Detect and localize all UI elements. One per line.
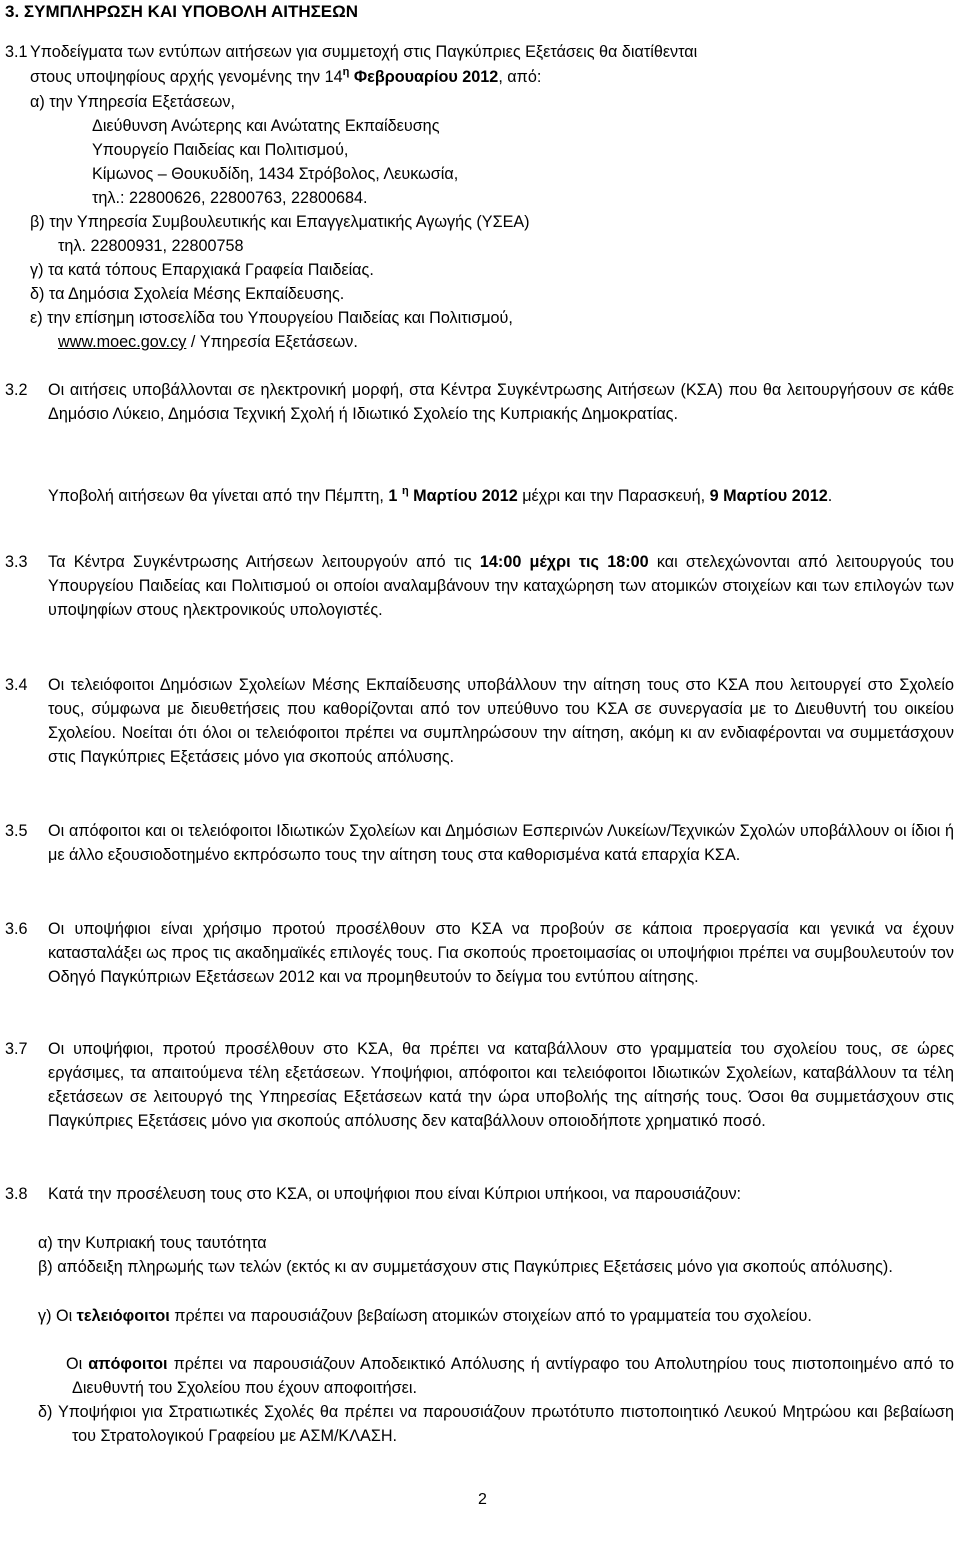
s35-text: Οι απόφοιτοι και οι τελειόφοιτοι Ιδιωτικών Σχολείων και Δημόσιων Εσπερινών Λυκείων/Τεχνικών Σχολών υποβάλλουν οι ίδιοι ή με άλλο εξουσιοδοτημένο εκπρόσωπο τους την αίτηση τους στα καθορισμένα κατά επαρχία ΚΣΑ.: [48, 822, 954, 864]
s38-a: α) την Κυπριακή τους ταυτότητα: [38, 1234, 267, 1252]
s32-sub-text3: .: [827, 487, 833, 505]
s31-number: 3.1: [5, 43, 28, 61]
s38-g-rest: πρέπει να παρουσιάζουν βεβαίωση ατομικών στοιχείων από το γραμματεία του σχολείου.: [169, 1307, 812, 1325]
s33-text1: Τα Κέντρα Συγκέντρωσης Αιτήσεων λειτουργούν από τις: [48, 553, 480, 571]
page-number: 2: [478, 1491, 487, 1508]
s38-g2-bold: απόφοιτοι: [88, 1355, 168, 1373]
s31-b-tel: τηλ. 22800931, 22800758: [58, 237, 244, 255]
s32-sub-text2: μέχρι και την Παρασκευή,: [517, 487, 706, 505]
s31-intro-line1: Υποδείγματα των εντύπων αιτήσεων για συμμετοχή στις Παγκύπριες Εξετάσεις θα διατίθενται: [30, 43, 698, 61]
s31-intro-date: Φεβρουαρίου 2012: [353, 68, 499, 86]
s31-a-addr3: Κίμωνος – Θουκυδίδη, 1434 Στρόβολος, Λευκωσία,: [92, 165, 459, 183]
s31-intro-sup: η: [342, 65, 350, 78]
s33-text: [48, 550, 954, 622]
s31-b: β) την Υπηρεσία Συμβουλευτικής και Επαγγελματικής Αγωγής (ΥΣΕΑ): [30, 213, 530, 231]
s34-text: Οι τελειόφοιτοι Δημόσιων Σχολείων Μέσης Εκπαίδευσης υποβάλλουν την αίτηση τους στο ΚΣΑ που λειτουργεί στο Σχολείο τους, σύμφωνα με διευθετήσεις που καθορίζονται από τον υπεύθυνο του ΚΣΑ σε συνεργασία με το Διευθυντή του οικείου Σχολείου. Νοείται ότι όλοι οι τελειόφοιτοι πρέπει να συμπληρώσουν την αίτηση, ακόμη κι αν ενδιαφέρονται να συμμετάσχουν στις Παγκύπριες Εξετάσεις μόνο για σκοπούς απόλυσης.: [48, 676, 954, 766]
s31-intro-text: στους υποψηφίους αρχής γενομένης την 14: [30, 68, 343, 86]
s37-number: 3.7: [5, 1040, 28, 1058]
s37-text: Οι υποψήφιοι, προτού προσέλθουν στο ΚΣΑ, θα πρέπει να καταβάλλουν στο γραμματεία του σχολείου τους, σε ώρες εργάσιμες, τα απαιτούμενα τέλη εξετάσεων. Υποψήφιοι, απόφοιτοι και τελειόφοιτοι Ιδιωτικών Σχολείων, καταβάλλουν τα τέλη εξετάσεων σε λειτουργό της Υπηρεσίας Εξετάσεων κατά την ώρα υποβολής της αίτησής τους. Όσοι θα συμμετάσχουν στις Παγκύπριες Εξετάσεις μόνο για σκοπούς απόλυσης δεν καταβάλλουν οποιοδήποτε χρηματικό ποσό.: [48, 1040, 954, 1130]
s36-text: Οι υποψήφιοι είναι χρήσιμο προτού προσέλθουν στο ΚΣΑ να προβούν σε κάποια προεργασία και γενικά να έχουν κατασταλάξει ως προς τις ακαδημαϊκές επιλογές τους. Για σκοπούς προετοιμασίας οι υποψήφιοι πρέπει να συμβουλευτούν τον Οδηγό Παγκύπριων Εξετάσεων 2012 και να προμηθευτούν το δείγμα του εντύπου αίτησης.: [48, 920, 954, 986]
s38-b: β) απόδειξη πληρωμής των τελών (εκτός κι αν συμμετάσχουν στις Παγκύπριες Εξετάσεις μόνο για σκοπούς απόλυσης).: [38, 1258, 893, 1276]
s38-g2-rest: πρέπει να παρουσιάζουν Αποδεικτικό Απόλυσης ή αντίγραφο του Απολυτηρίου τους πιστοποιημένο από το Διευθυντή του Σχολείου που έχουν αποφοιτήσει.: [72, 1355, 954, 1397]
s31-intro-tail: , από:: [498, 68, 542, 86]
s31-e: ε) την επίσημη ιστοσελίδα του Υπουργείου Παιδείας και Πολιτισμού,: [30, 309, 513, 327]
s38-number: 3.8: [5, 1185, 28, 1203]
s31-intro-line2: [30, 65, 541, 89]
s38-g2-pre: Οι: [66, 1355, 89, 1373]
s31-a-addr4: τηλ.: 22800626, 22800763, 22800684.: [92, 189, 368, 207]
s38-g-bold: τελειόφοιτοι: [76, 1307, 170, 1325]
s33-number: 3.3: [5, 553, 28, 571]
section-heading: 3. ΣΥΜΠΛΗΡΩΣΗ ΚΑΙ ΥΠΟΒΟΛΗ ΑΙΤΗΣΕΩΝ: [5, 2, 359, 21]
s38-d: δ) Υποψήφιοι για Στρατιωτικές Σχολές θα πρέπει να παρουσιάζουν πρωτότυπο πιστοποιητικό Λευκού Μητρώου και βεβαίωση του Στρατολογικού Γραφείου με ΑΣΜ/ΚΛΑΣΗ.: [38, 1403, 954, 1445]
s32-sub-text1: Υποβολή αιτήσεων θα γίνεται από την Πέμπτη,: [48, 487, 389, 505]
s35-number: 3.5: [5, 822, 28, 840]
s38-g2: [66, 1352, 954, 1400]
s32-sub-sup: η: [401, 484, 409, 497]
s34-number: 3.4: [5, 676, 28, 694]
s32-sub-bold2: Μαρτίου 2012: [408, 487, 518, 505]
s38-g: [38, 1304, 954, 1328]
s33-text2: και στελεχώνονται από λειτουργούς του Υπουργείου Παιδείας και Πολιτισμού οι οποίοι αναλαμβάνουν την καταχώρηση των ατομικών στοιχείων και των επιλογών των υποψηφίων στους ηλεκτρονικούς υπολογιστές.: [48, 553, 954, 619]
s32-sub-bold3: 9 Μαρτίου 2012: [709, 487, 828, 505]
s36-number: 3.6: [5, 920, 28, 938]
s32-submission: [48, 484, 954, 508]
s31-g: γ) τα κατά τόπους Επαρχιακά Γραφεία Παιδείας.: [30, 261, 374, 279]
s32-sub-bold1: 1: [388, 487, 398, 505]
s31-e-web-rest: / Υπηρεσία Εξετάσεων.: [186, 333, 358, 351]
s38-intro: Κατά την προσέλευση τους στο ΚΣΑ, οι υποψήφιοι που είναι Κύπριοι υπήκοοι, να παρουσιάζουν:: [48, 1185, 742, 1203]
s38-g-pre: γ) Οι: [38, 1307, 77, 1325]
s32-number: 3.2: [5, 381, 28, 399]
s31-d: δ) τα Δημόσια Σχολεία Μέσης Εκπαίδευσης.: [30, 285, 345, 303]
s31-a-addr1: Διεύθυνση Ανώτερης και Ανώτατης Εκπαίδευσης: [92, 117, 440, 135]
moec-website-link[interactable]: www.moec.gov.cy: [58, 333, 187, 351]
s31-a: α) την Υπηρεσία Εξετάσεων,: [30, 93, 235, 111]
s31-e-web: [58, 330, 358, 354]
s32-text: Οι αιτήσεις υποβάλλονται σε ηλεκτρονική μορφή, στα Κέντρα Συγκέντρωσης Αιτήσεων (ΚΣΑ) που θα λειτουργήσουν σε κάθε Δημόσιο Λύκειο, Δημόσια Τεχνική Σχολή ή Ιδιωτικό Σχολείο της Κυπριακής Δημοκρατίας.: [48, 381, 954, 423]
s33-hours: 14:00 μέχρι τις 18:00: [479, 553, 649, 571]
s31-a-addr2: Υπουργείο Παιδείας και Πολιτισμού,: [92, 141, 349, 159]
